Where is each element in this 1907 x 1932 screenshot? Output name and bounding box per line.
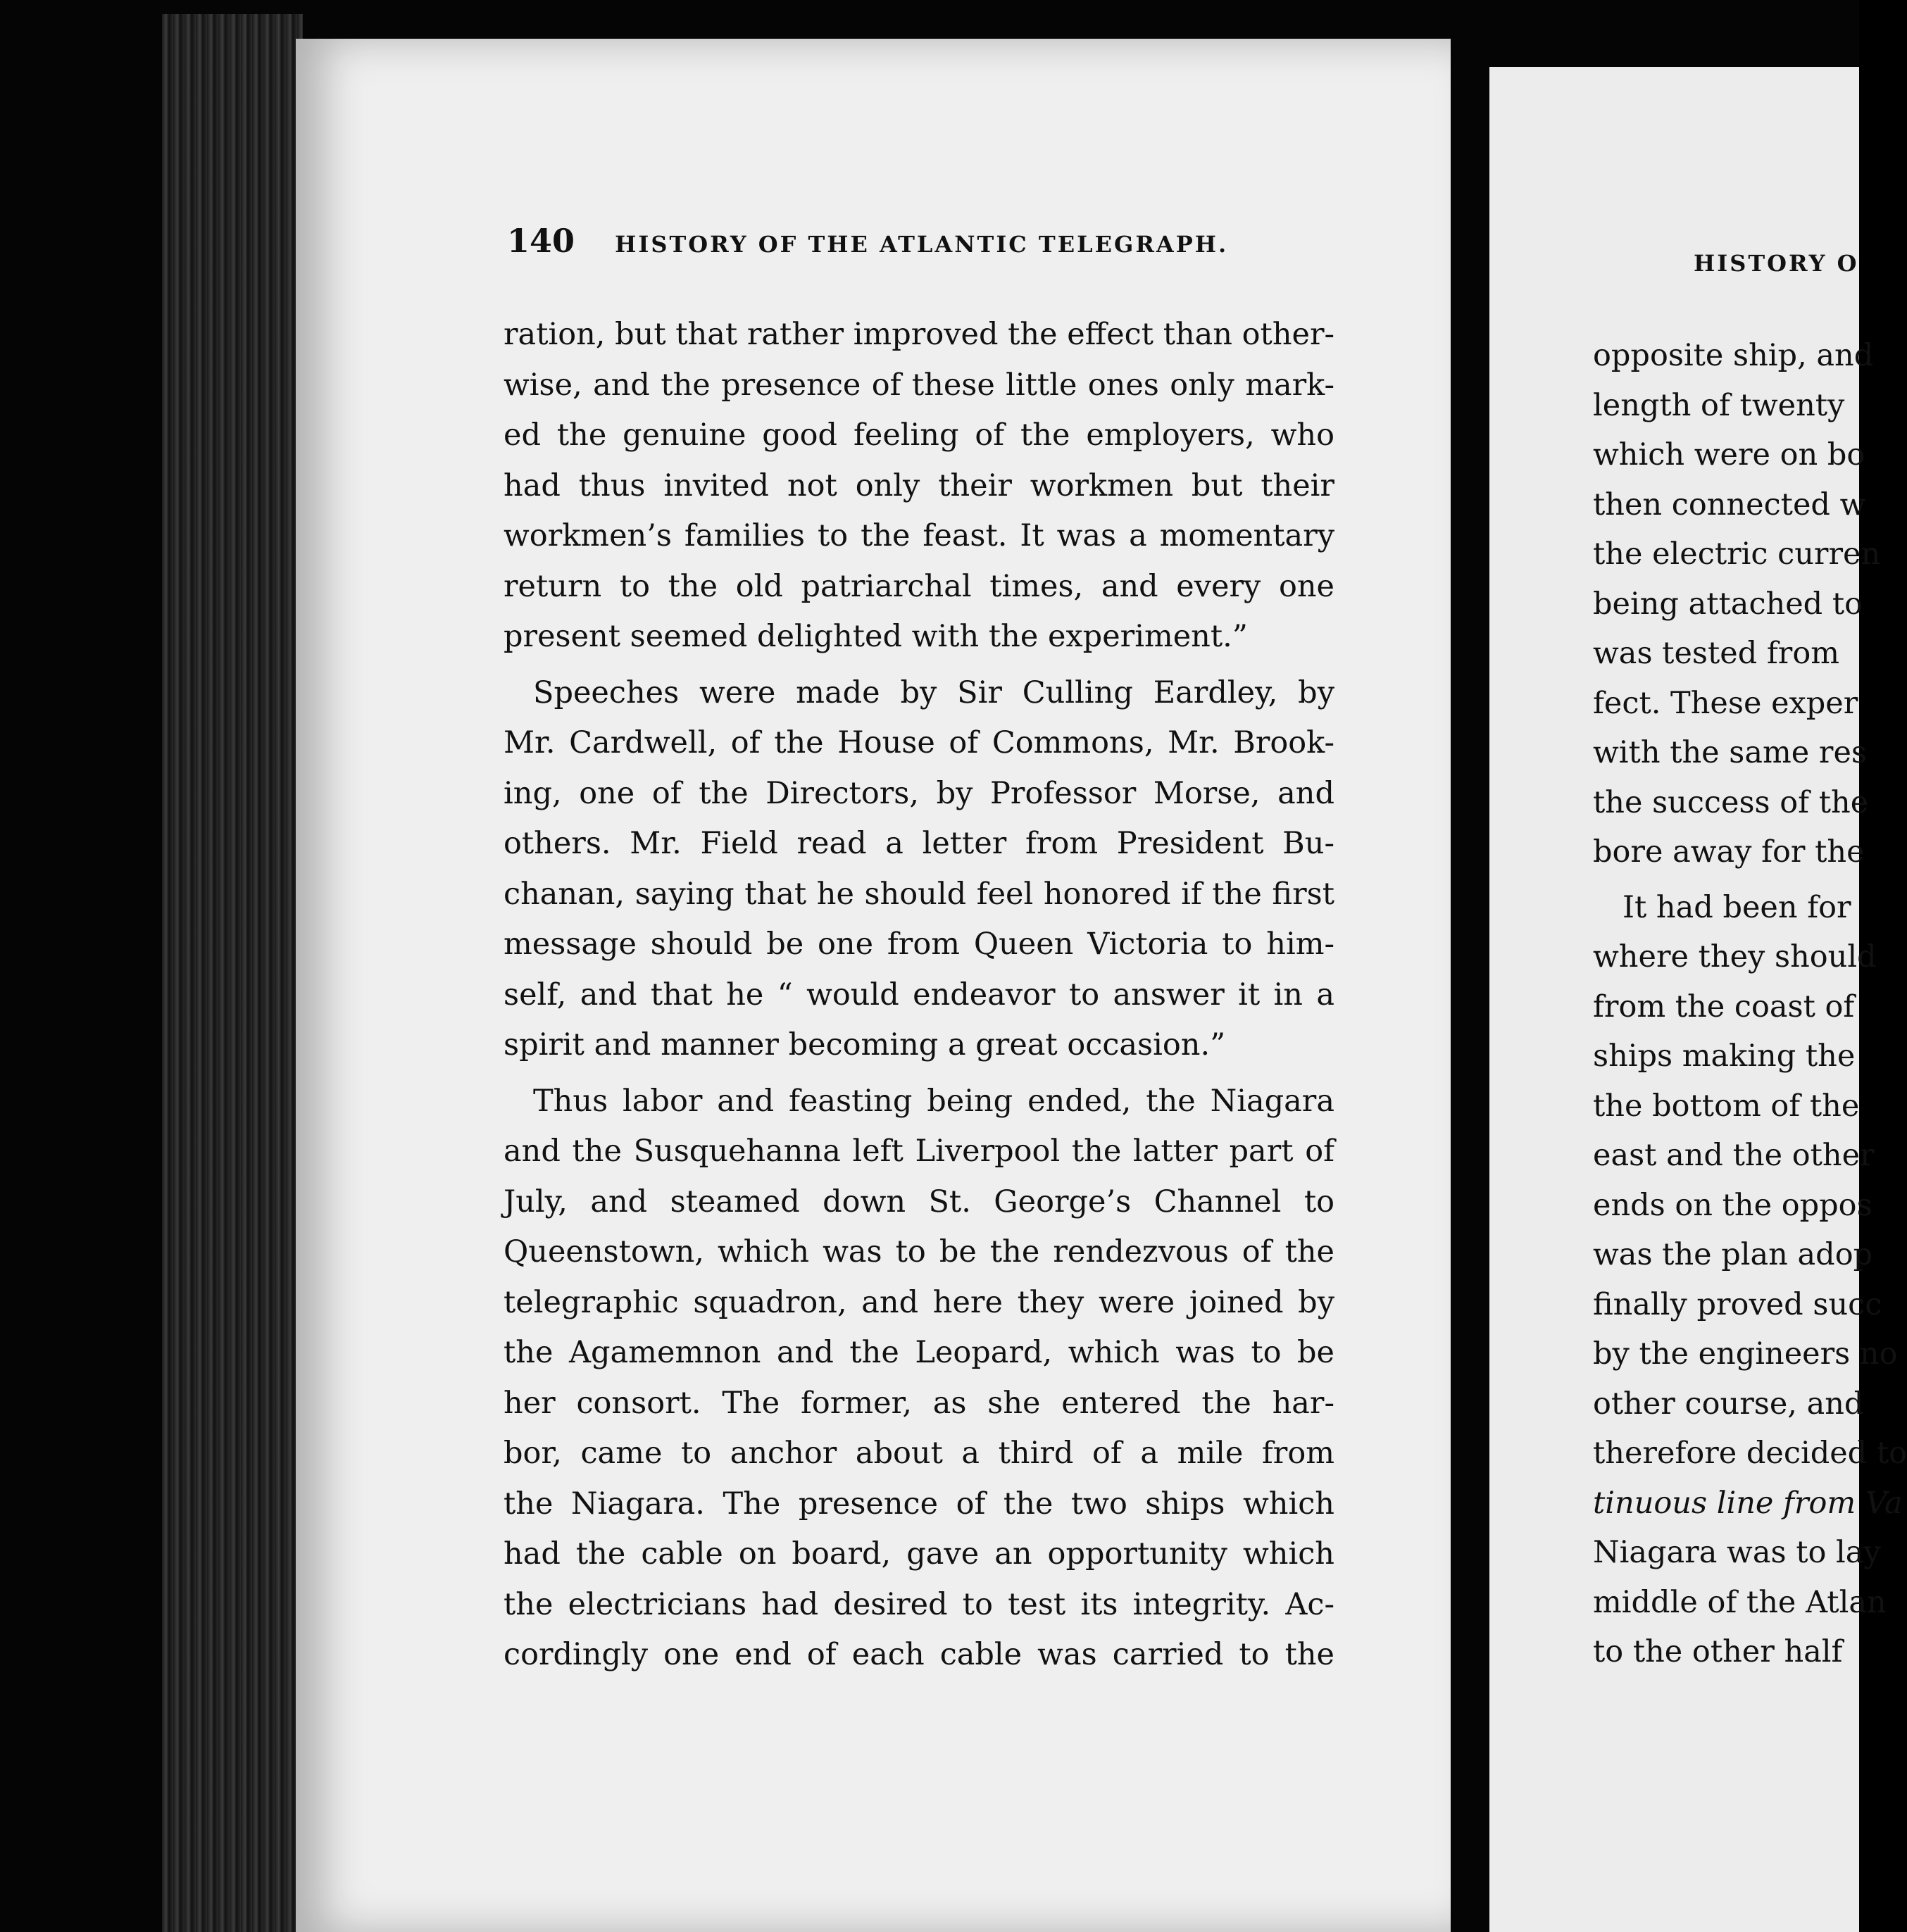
text-line: from the coast of bbox=[1593, 989, 1855, 1024]
text-line: had thus invited not only their workmen but their bbox=[504, 468, 1334, 503]
text-line: It had been for bbox=[1622, 889, 1851, 925]
text-line: ends on the oppos bbox=[1593, 1187, 1872, 1223]
text-line: wise, and the presence of these little ones only mark- bbox=[504, 367, 1334, 403]
text-line: the electricians had desired to test its integrity. Ac- bbox=[504, 1586, 1334, 1622]
text-line: Thus labor and feasting being ended, the Niagara bbox=[533, 1083, 1334, 1119]
text-line: the Niagara. The presence of the two ships which bbox=[504, 1486, 1334, 1522]
page-number: 140 bbox=[507, 222, 575, 260]
text-line: ed the genuine good feeling of the employers, who bbox=[504, 418, 1334, 453]
text-line: others. Mr. Field read a letter from President Bu- bbox=[504, 826, 1334, 861]
text-line: and the Susquehanna left Liverpool the latter part of bbox=[504, 1134, 1334, 1169]
text-line: cordingly one end of each cable was carried to the bbox=[504, 1637, 1334, 1672]
right-page-header: HISTORY O bbox=[1694, 250, 1859, 277]
text-line: tinuous line from Va bbox=[1593, 1485, 1903, 1521]
text-line: east and the other bbox=[1593, 1138, 1875, 1173]
text-line: was tested from bbox=[1593, 636, 1840, 671]
text-line: then connected w bbox=[1593, 487, 1866, 522]
text-line: Mr. Cardwell, of the House of Commons, Mr. Brook- bbox=[504, 725, 1334, 760]
paragraph-gap bbox=[1593, 877, 1889, 883]
text-line: length of twenty bbox=[1593, 387, 1845, 423]
text-line: which were on bo bbox=[1593, 437, 1865, 472]
text-line: her consort. The former, as she entered the har- bbox=[504, 1385, 1334, 1421]
text-line: ing, one of the Directors, by Professor Morse, and bbox=[504, 775, 1334, 811]
text-line: self, and that he “ would endeavor to answer it in a bbox=[504, 977, 1334, 1012]
text-line: had the cable on board, gave an opportunity which bbox=[504, 1536, 1334, 1572]
text-line: present seemed delighted with the experiment.” bbox=[504, 619, 1248, 654]
left-page-body bbox=[504, 310, 1334, 1681]
text-line: bor, came to anchor about a third of a mile from bbox=[504, 1436, 1334, 1471]
text-line: opposite ship, and bbox=[1593, 338, 1874, 373]
text-line: ships making the bbox=[1593, 1039, 1856, 1074]
text-line: the success of the bbox=[1593, 784, 1869, 820]
left-page-header bbox=[507, 222, 1352, 264]
text-line: with the same res bbox=[1593, 735, 1867, 770]
text-line: workmen’s families to the feast. It was a momentary bbox=[504, 518, 1334, 553]
text-line: to the other half bbox=[1593, 1634, 1843, 1669]
text-line: by the engineers no bbox=[1593, 1336, 1898, 1372]
text-line: finally proved succ bbox=[1593, 1286, 1882, 1322]
text-line: fect. These exper bbox=[1593, 685, 1858, 721]
text-line: therefore decided to bbox=[1593, 1436, 1907, 1471]
text-line: message should be one from Queen Victoria to him- bbox=[504, 927, 1334, 962]
text-line: bore away for the bbox=[1593, 834, 1865, 870]
text-line: Niagara was to lay bbox=[1593, 1535, 1881, 1570]
running-head: HISTORY OF THE ATLANTIC TELEGRAPH. bbox=[615, 231, 1229, 258]
text-line: the electric curren bbox=[1593, 537, 1881, 572]
text-line: Speeches were made by Sir Culling Eardley, by bbox=[533, 675, 1334, 710]
text-line: Queenstown, which was to be the rendezvous of the bbox=[504, 1234, 1334, 1269]
text-line: ration, but that rather improved the effect than other- bbox=[504, 317, 1335, 352]
text-line: the Agamemnon and the Leopard, which was to be bbox=[504, 1335, 1334, 1370]
text-line: July, and steamed down St. George’s Channel to bbox=[504, 1184, 1334, 1219]
text-line: the bottom of the bbox=[1593, 1088, 1860, 1124]
text-line: chanan, saying that he should feel honored if the first bbox=[504, 876, 1334, 912]
text-line: was the plan adop bbox=[1593, 1237, 1873, 1272]
text-line: return to the old patriarchal times, and every one bbox=[504, 568, 1334, 604]
book-gutter bbox=[1451, 0, 1489, 1932]
text-line: other course, and bbox=[1593, 1386, 1864, 1422]
text-line: telegraphic squadron, and here they were joined by bbox=[504, 1284, 1334, 1320]
paragraph-gap bbox=[504, 1071, 1334, 1077]
text-line: where they should bbox=[1593, 939, 1877, 974]
page-edges bbox=[162, 14, 303, 1932]
text-line: middle of the Atlan bbox=[1593, 1584, 1887, 1620]
right-page-body bbox=[1593, 331, 1907, 1677]
text-line: being attached to bbox=[1593, 586, 1863, 622]
paragraph-gap bbox=[504, 663, 1334, 668]
text-line: spirit and manner becoming a great occasion.” bbox=[504, 1027, 1226, 1062]
